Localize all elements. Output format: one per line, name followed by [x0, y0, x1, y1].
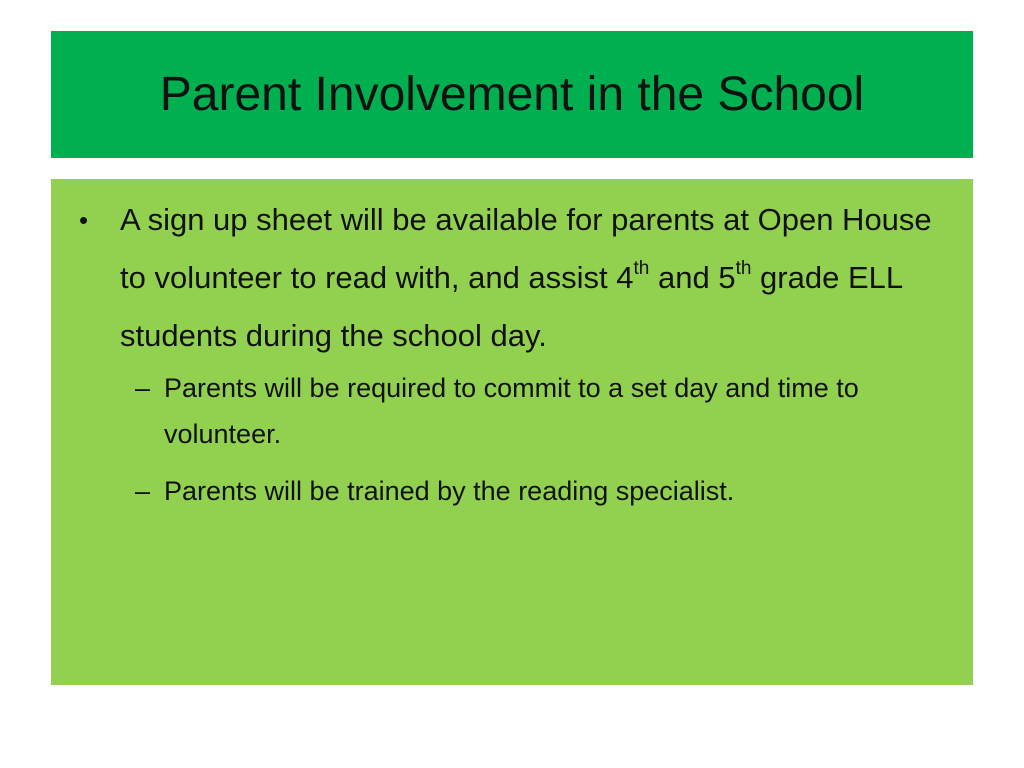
ordinal-suffix: th — [735, 257, 752, 279]
sub-bullet-item — [135, 468, 953, 514]
sub-bullet-marker: – — [135, 476, 151, 506]
bullet-text-part: A sign up sheet will be available for parents at Open House to volunteer to read with, and assist 4 — [120, 202, 932, 295]
bullet-item — [71, 191, 953, 365]
ordinal-suffix: th — [633, 257, 650, 279]
title-box — [51, 31, 973, 158]
sub-bullet-text: Parents will be required to commit to a set day and time to volunteer. — [164, 373, 859, 449]
sub-bullet-text: Parents will be trained by the reading specialist. — [164, 476, 735, 506]
content-box — [51, 179, 973, 685]
slide-title: Parent Involvement in the School — [159, 68, 865, 121]
sub-bullet-item — [135, 365, 953, 457]
sub-bullet-marker: – — [135, 373, 151, 403]
bullet-text-part: and 5 — [649, 260, 736, 295]
sub-bullet-list — [71, 365, 953, 514]
bullet-marker: • — [79, 205, 89, 235]
bullet-text-part: grade ELL students during the school day. — [120, 260, 902, 353]
